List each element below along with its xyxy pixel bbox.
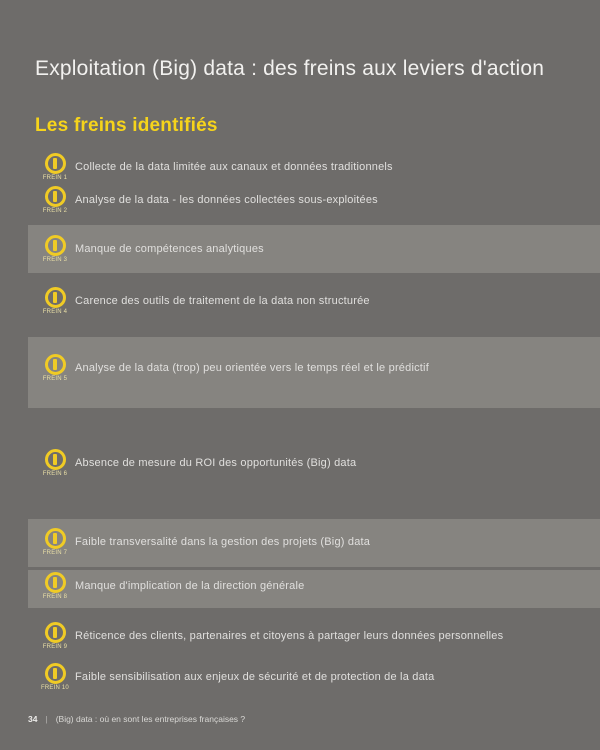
icon-bar xyxy=(53,158,57,169)
frein-description: Collecte de la data limitée aux canaux et données traditionnels xyxy=(75,161,393,173)
frein-row xyxy=(36,617,584,655)
brake-warning-icon xyxy=(45,528,66,549)
frein-id-label: FREIN 7 xyxy=(42,549,68,556)
frein-row xyxy=(36,658,584,696)
frein-description: Analyse de la data (trop) peu orientée vers le temps réel et le prédictif xyxy=(75,362,429,374)
brake-warning-icon xyxy=(45,572,66,593)
brake-warning-icon xyxy=(45,622,66,643)
icon-bar xyxy=(53,454,57,465)
page-number: 34 xyxy=(28,714,38,724)
frein-description: Faible transversalité dans la gestion des projets (Big) data xyxy=(75,536,371,548)
frein-icon-block xyxy=(36,528,74,557)
frein-row xyxy=(36,230,584,268)
footer-separator: | xyxy=(45,714,48,724)
brake-warning-icon xyxy=(45,235,66,256)
footer xyxy=(28,714,588,724)
frein-icon-block xyxy=(36,287,74,316)
frein-id-label: FREIN 4 xyxy=(42,308,68,315)
brake-warning-icon xyxy=(45,287,66,308)
frein-icon-block xyxy=(36,572,74,601)
frein-row xyxy=(36,523,584,561)
icon-bar xyxy=(53,191,57,202)
icon-bar xyxy=(53,627,57,638)
frein-icon-block xyxy=(36,235,74,264)
frein-icon-block xyxy=(36,186,74,215)
frein-row xyxy=(36,282,584,320)
icon-bar xyxy=(53,577,57,588)
frein-id-label: FREIN 9 xyxy=(42,643,68,650)
frein-description: Absence de mesure du ROI des opportunités (Big) data xyxy=(75,457,357,469)
frein-id-label: FREIN 2 xyxy=(42,207,68,214)
footer-text: (Big) data : où en sont les entreprises françaises ? xyxy=(55,714,246,724)
frein-description: Manque de compétences analytiques xyxy=(75,243,264,255)
frein-id-label: FREIN 10 xyxy=(41,684,69,691)
frein-icon-block xyxy=(36,449,74,478)
icon-bar xyxy=(53,292,57,303)
page-title: Exploitation (Big) data : des freins aux leviers d'action xyxy=(35,57,545,80)
frein-description: Faible sensibilisation aux enjeux de sécurité et de protection de la data xyxy=(75,671,435,683)
frein-icon-block xyxy=(36,153,74,182)
brake-warning-icon xyxy=(45,186,66,207)
frein-row xyxy=(36,567,584,605)
brake-warning-icon xyxy=(45,449,66,470)
brake-warning-icon xyxy=(45,153,66,174)
brake-warning-icon xyxy=(45,354,66,375)
frein-icon-block xyxy=(36,354,74,383)
frein-id-label: FREIN 5 xyxy=(42,375,68,382)
frein-id-label: FREIN 3 xyxy=(42,256,68,263)
frein-row xyxy=(36,444,584,482)
icon-bar xyxy=(53,359,57,370)
frein-description: Réticence des clients, partenaires et citoyens à partager leurs données personnelles xyxy=(75,630,504,642)
icon-bar xyxy=(53,240,57,251)
frein-icon-block xyxy=(36,663,74,692)
frein-row xyxy=(36,181,584,219)
frein-icon-block xyxy=(36,622,74,651)
section-heading: Les freins identifiés xyxy=(35,115,218,136)
frein-row xyxy=(36,349,584,387)
frein-id-label: FREIN 1 xyxy=(42,174,68,181)
icon-bar xyxy=(53,668,57,679)
frein-id-label: FREIN 8 xyxy=(42,593,68,600)
icon-bar xyxy=(53,533,57,544)
brake-warning-icon xyxy=(45,663,66,684)
frein-description: Analyse de la data - les données collectées sous-exploitées xyxy=(75,194,378,206)
frein-description: Manque d'implication de la direction générale xyxy=(75,580,305,592)
frein-id-label: FREIN 6 xyxy=(42,470,68,477)
frein-description: Carence des outils de traitement de la data non structurée xyxy=(75,295,370,307)
